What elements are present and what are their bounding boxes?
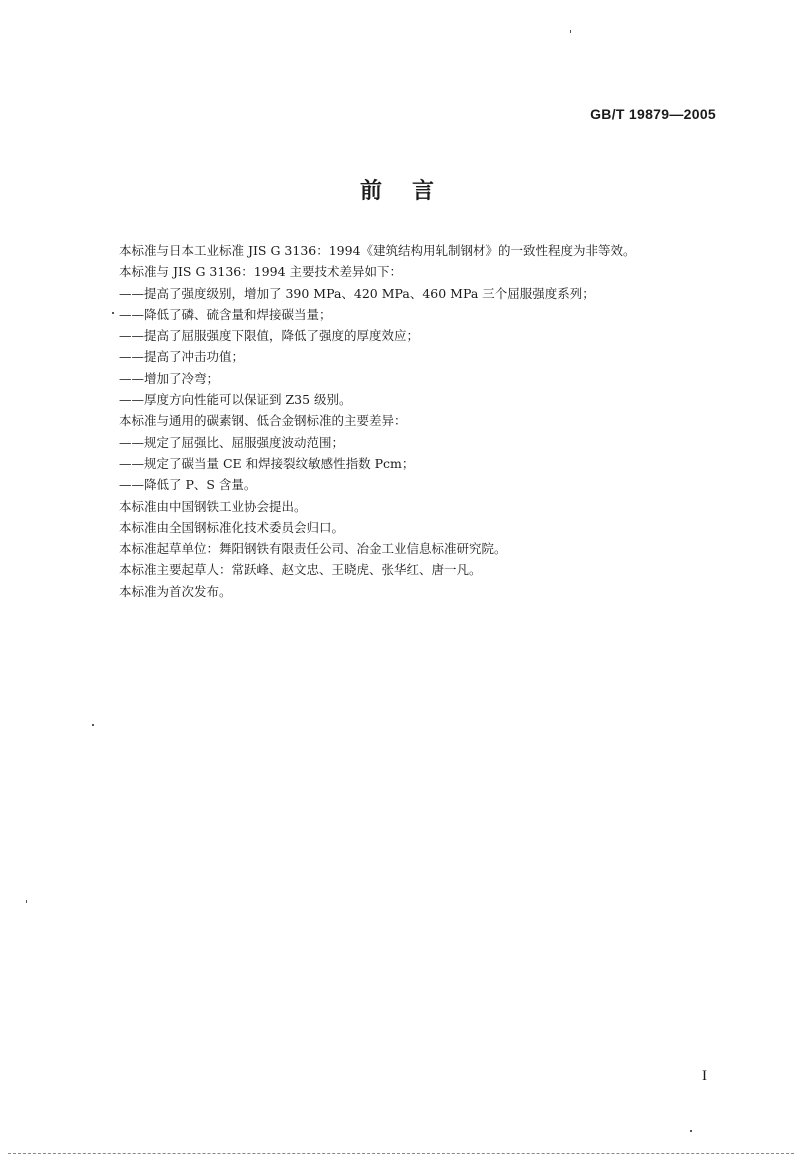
list-item: ——增加了冷弯；	[119, 370, 220, 386]
paragraph-differences-intro: 本标准与 JIS G 3136：1994 主要技术差异如下：	[119, 264, 403, 280]
foreword-body	[119, 240, 719, 602]
scan-dot	[26, 900, 27, 903]
paragraph-proposed-by: 本标准由中国钢铁工业协会提出。	[119, 498, 307, 514]
paragraph-drafting-units: 本标准起草单位：舞阳钢铁有限责任公司、冶金工业信息标准研究院。	[119, 541, 507, 557]
list-item: ——规定了碳当量 CE 和焊接裂纹敏感性指数 Pcm；	[119, 455, 415, 471]
paragraph-first-release: 本标准为首次发布。	[119, 583, 232, 599]
scan-dot	[112, 312, 114, 314]
list-item: ——厚度方向性能可以保证到 Z35 级别。	[119, 392, 352, 408]
paragraph-drafters: 本标准主要起草人：常跃峰、赵文忠、王晓虎、张华红、唐一凡。	[119, 562, 482, 578]
scan-dot	[690, 1130, 692, 1132]
list-item: ——提高了冲击功值；	[119, 349, 245, 365]
page-title: 前言	[359, 179, 464, 204]
paragraph-centralized-by: 本标准由全国钢标准化技术委员会归口。	[119, 519, 345, 535]
scan-dot	[570, 30, 571, 33]
scan-edge-rule	[8, 1153, 794, 1154]
scan-dot	[92, 724, 94, 726]
list-item: ——提高了强度级别，增加了 390 MPa、420 MPa、460 MPa 三个屈服强度系列；	[119, 285, 595, 301]
list-item: ——规定了屈强比、屈服强度波动范围；	[119, 434, 345, 450]
paragraph-equivalence: 本标准与日本工业标准 JIS G 3136：1994《建筑结构用轧制钢材》的一致性程度为非等效。	[119, 243, 636, 258]
list-item: ——降低了磷、硫含量和焊接碳当量；	[119, 306, 332, 322]
standard-number: GB/T 19879—2005	[590, 106, 716, 122]
list-item: ——提高了屈服强度下限值，降低了强度的厚度效应；	[119, 328, 420, 344]
list-item: ——降低了 P、S 含量。	[119, 477, 257, 493]
paragraph-general-differences: 本标准与通用的碳素钢、低合金钢标准的主要差异：	[119, 413, 407, 429]
page-number: I	[702, 1068, 707, 1084]
